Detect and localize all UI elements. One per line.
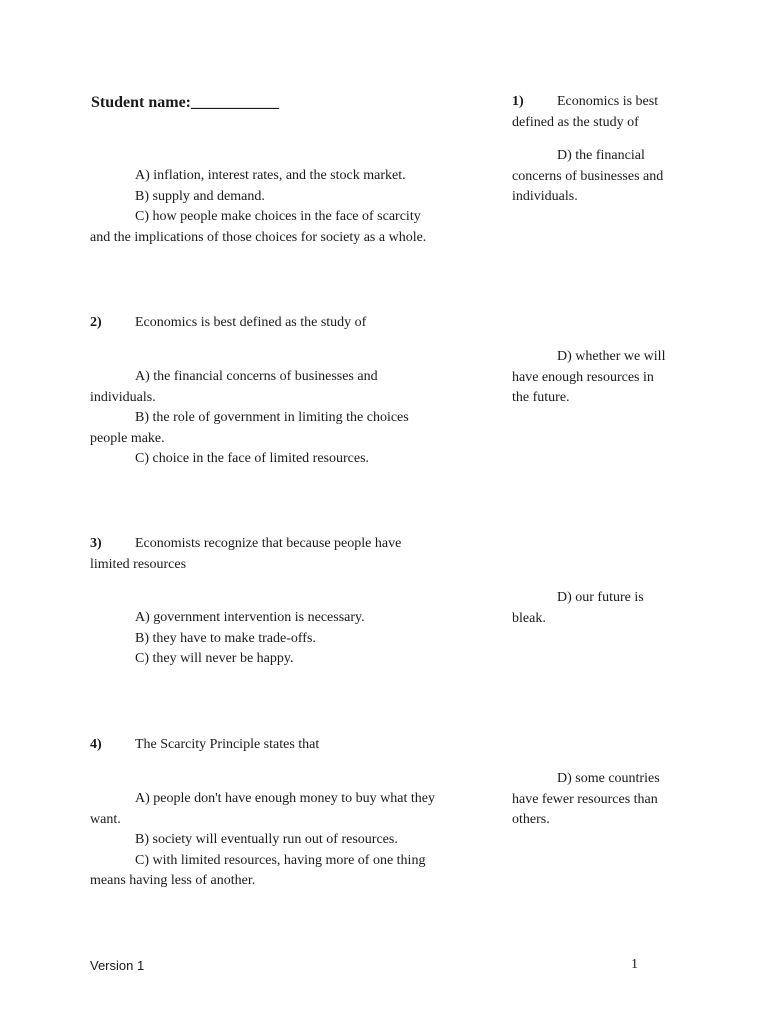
question-4-option-d (512, 769, 712, 831)
question-number: 1) (512, 94, 524, 109)
option-a-continued: individuals. (90, 389, 156, 405)
question-number: 3) (90, 536, 102, 551)
question-number: 2) (90, 315, 102, 330)
option-a: A) government intervention is necessary. (135, 610, 365, 625)
question-3-option-d (512, 588, 712, 629)
question-3-options (90, 608, 490, 670)
option-d-continued: have enough resources in (512, 369, 654, 385)
option-d-continued: individuals. (512, 189, 578, 204)
option-b: B) they have to make trade-offs. (135, 630, 316, 646)
option-c-continued: means having less of another. (90, 873, 256, 888)
question-4-stem (90, 735, 490, 756)
option-b: B) supply and demand. (135, 188, 265, 204)
question-stem-text: The Scarcity Principle states that (135, 737, 320, 752)
option-c: C) choice in the face of limited resources. (135, 451, 370, 466)
question-stem-text: limited resources (90, 556, 187, 572)
option-c: C) with limited resources, having more of one thing (135, 852, 426, 868)
question-2-options (90, 367, 490, 470)
option-a: A) people don't have enough money to buy what they (135, 791, 435, 806)
option-d: D) our future is (557, 590, 644, 605)
option-d-continued: others. (512, 812, 550, 827)
option-a: A) the financial concerns of businesses and (135, 369, 378, 384)
question-1-stem (512, 92, 712, 133)
option-a-continued: want. (90, 811, 121, 827)
option-d: D) the financial (557, 148, 645, 163)
option-c: C) how people make choices in the face of scarcity (135, 209, 421, 224)
question-1-option-d (512, 146, 712, 208)
option-d: D) whether we will (557, 349, 666, 364)
student-name-field (91, 94, 279, 112)
option-b: B) the role of government in limiting the choices (135, 410, 409, 425)
option-c: C) they will never be happy. (135, 651, 294, 666)
page-number: 1 (631, 957, 638, 972)
question-stem-text: Economists recognize that because people have (135, 536, 402, 551)
option-d-continued: have fewer resources than (512, 791, 658, 807)
question-stem-text: Economics is best defined as the study of (135, 315, 367, 330)
question-3-stem (90, 534, 490, 575)
version-label: Version 1 (90, 958, 145, 973)
option-b: B) society will eventually run out of resources. (135, 832, 398, 847)
question-1-options (90, 166, 490, 248)
student-name-label: Student name: (91, 94, 192, 111)
option-d-continued: concerns of businesses and (512, 168, 664, 184)
question-number: 4) (90, 737, 102, 752)
option-d-continued: the future. (512, 390, 570, 405)
option-d: D) some countries (557, 771, 660, 786)
option-c-continued: and the implications of those choices for society as a whole. (90, 229, 427, 245)
question-4-options (90, 789, 490, 892)
question-stem-text: defined as the study of (512, 114, 639, 130)
option-a: A) inflation, interest rates, and the stock market. (135, 168, 406, 183)
student-name-blank: ___________ (191, 94, 280, 111)
question-stem-text: Economics is best (557, 94, 659, 109)
question-2-option-d (512, 347, 712, 409)
question-2-stem (90, 313, 490, 334)
option-d-continued: bleak. (512, 610, 546, 626)
option-b-continued: people make. (90, 430, 165, 446)
